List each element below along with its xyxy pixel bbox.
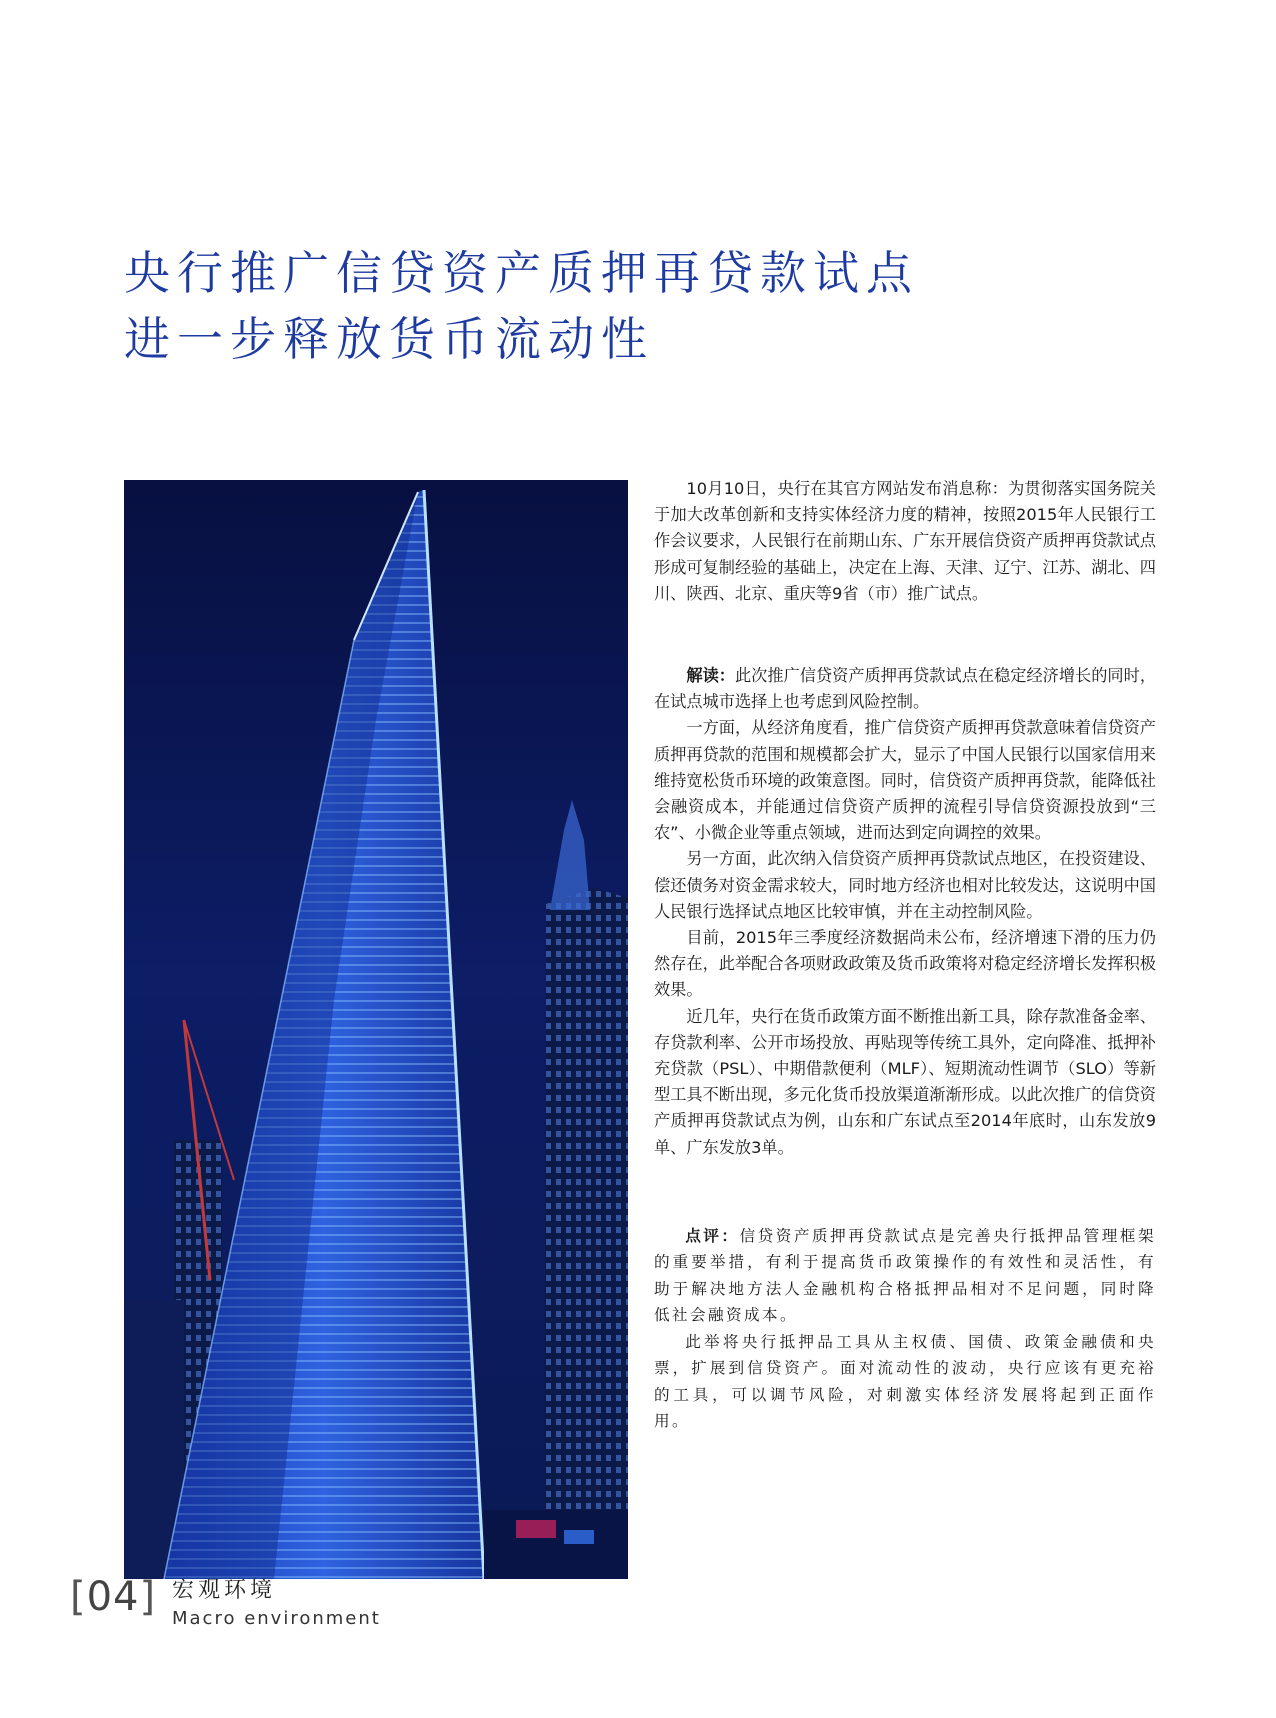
paragraph-news: 10月10日，央行在其官方网站发布消息称：为贯彻落实国务院关于加大改革创新和支持实体经济力度的精神，按照2015年人民银行工作会议要求，人民银行在前期山东、广东开展信贷资产质押再贷款试点形成可复制经验的基础上，决定在上海、天津、辽宁、江苏、湖北、四川、陕西、北京、重庆等9省（市）推广试点。 (654, 479, 1156, 603)
skyscraper-photo (124, 480, 628, 1579)
article-title (124, 240, 1164, 372)
article-body (654, 476, 1156, 1435)
paragraph-conclusion: 此举将央行抵押品工具从主权债、国债、政策金融债和央票，扩展到信贷资产。面对流动性的波动，央行应该有更充裕的工具，可以调节风险，对刺激实体经济发展将起到正面作用。 (654, 1332, 1156, 1431)
paragraph-outlook: 目前，2015年三季度经济数据尚未公布，经济增速下滑的压力仍然存在，此举配合各项财政政策及货币政策将对稳定经济增长发挥积极效果。 (654, 928, 1156, 1000)
paragraph-new-tools: 近几年，央行在货币政策方面不断推出新工具，除存款准备金率、存贷款利率、公开市场投放、再贴现等传统工具外，定向降准、抵押补充贷款（PSL）、中期借款便利（MLF）、短期流动性调节（SLO）等新型工具不断出现，多元化货币投放渠道渐渐形成。以此次推广的信贷资产质押再贷款试点为例，山东和广东试点至2014年底时，山东发放9单、广东发放3单。 (654, 1006, 1156, 1157)
title-line-2: 进一步释放货币流动性 (124, 312, 654, 366)
comment-label: 点评： (685, 1225, 740, 1245)
title-line-1: 央行推广信贷资产质押再贷款试点 (124, 246, 919, 300)
paragraph-interpretation: 解读：此次推广信贷资产质押再贷款试点在稳定经济增长的同时，在试点城市选择上也考虑到风险控制。 (654, 666, 1157, 712)
paragraph-economic-view: 一方面，从经济角度看，推广信贷资产质押再贷款意味着信贷资产质押再贷款的范围和规模都会扩大，显示了中国人民银行以国家信用来维持宽松货币环境的政策意图。同时，信贷资产质押再贷款，能降低社会融资成本，并能通过信贷资产质押的流程引导信贷资源投放到“三农”、小微企业等重点领域，进而达到定向调控的效果。 (654, 718, 1156, 843)
comment-section (654, 1223, 1156, 1435)
page-number: [04] (70, 1574, 157, 1620)
section-title-cn: 宏观环境 (172, 1578, 277, 1603)
paragraph-risk-view: 另一方面，此次纳入信贷资产质押再贷款试点地区，在投资建设、偿还债务对资金需求较大，同时地方经济也相对比较发达，这说明中国人民银行选择试点地区比较审慎，并在主动控制风险。 (654, 849, 1156, 921)
paragraph-comment: 点评：信贷资产质押再贷款试点是完善央行抵押品管理框架的重要举措，有利于提高货币政策操作的有效性和灵活性，有助于解决地方法人金融机构合格抵押品相对不足问题，同时降低社会融资成本。 (654, 1225, 1157, 1325)
section-title-en: Macro environment (172, 1608, 381, 1629)
interpretation-label: 解读： (686, 666, 735, 686)
